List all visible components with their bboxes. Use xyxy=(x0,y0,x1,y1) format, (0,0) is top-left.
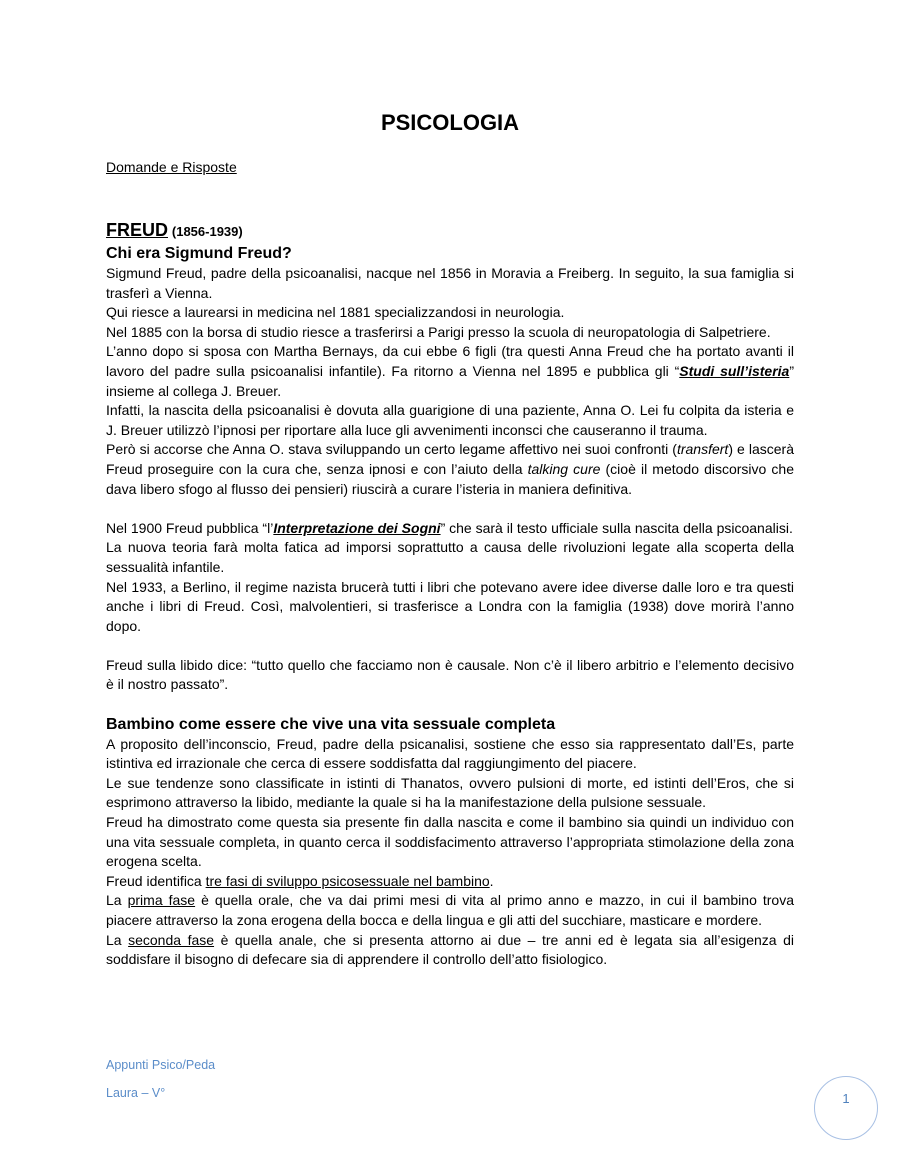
paragraph: Qui riesce a laurearsi in medicina nel 1881 specializzandosi in neurologia. xyxy=(106,304,565,321)
term-talking-cure: talking cure xyxy=(527,460,601,477)
paragraph: Nel 1933, a Berlino, il regime nazista brucerà tutti i libri che potevano avere idee diverse dalle loro e tra questi anche i libri di Freud. Così, malvolentieri, si trasferisce a Londra con la famiglia (1938) dove morirà l’anno dopo. xyxy=(106,578,794,634)
paragraph xyxy=(106,519,794,539)
text-run: . xyxy=(489,872,494,889)
paragraph: Le sue tendenze sono classificate in istinti di Thanatos, ovvero pulsioni di morte, ed istinti dell’Eros, che si esprimono attraverso la libido, mediante la quale si ha la manifestazione della pulsione sessuale. xyxy=(106,774,794,811)
paragraph xyxy=(106,342,794,401)
paragraph xyxy=(106,440,794,499)
paragraph: La nuova teoria farà molta fatica ad imporsi soprattutto a causa delle rivoluzioni legate alla scoperta della sessualità infantile. xyxy=(106,539,794,575)
paragraph: Infatti, la nascita della psicoanalisi è dovuta alla guarigione di una paziente, Anna O. Lei fu colpita da isteria e J. Breuer utilizzò l’ipnosi per riportare alla luce gli avvenimenti inconsci che causeranno il trauma. xyxy=(106,402,794,438)
paragraph: A proposito dell’inconscio, Freud, padre della psicanalisi, sostiene che esso sia rappresentato dall’Es, parte istintiva ed irrazionale che cerca di essere soddisfatta dal raggiungimento del piacere. xyxy=(106,735,794,772)
document-body xyxy=(106,218,794,970)
text-run: La xyxy=(106,931,129,948)
underlined-phrase: tre fasi di sviluppo psicosessuale nel bambino xyxy=(205,872,490,889)
text-run: L’anno dopo si sposa con Martha Bernays, da cui ebbe 6 figli (tra questi Anna Freud che ha portato avanti il lavoro del padre sulla psicoanalisi infantile). Fa ritorno a Vienna nel 1895 e pubblica gli “ xyxy=(106,343,794,379)
text-run: (cioè il metodo discorsivo che dava libero sfogo al flusso dei pensieri) riuscirà a curare l’isteria in maniera definitiva. xyxy=(106,460,794,497)
document-title: PSICOLOGIA xyxy=(380,110,520,135)
text-run: Nel 1900 Freud pubblica “l’ xyxy=(106,519,274,536)
section-heading-freud xyxy=(106,218,794,244)
paragraph-gap xyxy=(106,695,794,715)
text-run: ” che sarà il testo ufficiale sulla nascita della psicoanalisi. xyxy=(440,519,793,536)
paragraph xyxy=(106,872,794,892)
page-number-badge xyxy=(814,1076,878,1140)
paragraph-gap xyxy=(106,636,794,656)
paragraph: Nel 1885 con la borsa di studio riesce a trasferirsi a Parigi presso la scuola di neuropatologia di Salpetriere. xyxy=(106,323,771,340)
book-title-sogni: Interpretazione dei Sogni xyxy=(273,519,441,536)
section-heading-bambino: Bambino come essere che vive una vita sessuale completa xyxy=(106,715,556,733)
text-run: è quella anale, che si presenta attorno ai due – tre anni ed è legata sia all’esigenza di soddisfare il bisogno di defecare sia di apprendere il controllo dell’atto fisiologico. xyxy=(106,931,794,968)
book-title-studi: Studi sull’isteria xyxy=(679,362,790,379)
text-run: ” insieme al collega J. Breuer. xyxy=(106,362,794,399)
paragraph-gap xyxy=(106,499,794,519)
text-run: è quella orale, che va dai primi mesi di vita al primo anno e mazzo, in cui il bambino trova piacere attraverso la zona erogena della bocca e della lingua e gli atti del succhiare, masticare e mordere. xyxy=(106,892,794,928)
text-run: La xyxy=(106,892,128,909)
paragraph: Freud sulla libido dice: “tutto quello che facciamo non è causale. Non c’è il libero arbitrio e l’elemento decisivo è il nostro passato”. xyxy=(106,656,794,693)
page-number: 1 xyxy=(842,1091,850,1106)
term-transfert: transfert xyxy=(676,441,729,458)
freud-heading: FREUD xyxy=(106,220,168,240)
text-run: Però si accorse che Anna O. stava sviluppando un certo legame affettivo nei suoi confronti ( xyxy=(106,441,677,458)
paragraph xyxy=(106,891,794,930)
text-run: ) e lascerà Freud proseguire con la cura che, senza ipnosi e con l’aiuto della xyxy=(106,441,794,477)
underlined-phrase: prima fase xyxy=(127,892,196,909)
paragraph: Sigmund Freud, padre della psicoanalisi, nacque nel 1856 in Moravia a Freiberg. In seguito, la sua famiglia si trasferì a Vienna. xyxy=(106,265,794,301)
footer-note: Appunti Psico/Peda xyxy=(106,1058,216,1072)
paragraph: Freud ha dimostrato come questa sia presente fin dalla nascita e come il bambino sia quindi un individuo con una vita sessuale completa, in quanto cerca il soddisfacimento attraverso l’appropriata stimolazione della zona erogena scelta. xyxy=(106,814,794,870)
question-heading: Chi era Sigmund Freud? xyxy=(106,245,292,262)
freud-years: (1856-1939) xyxy=(171,224,243,239)
document-subtitle: Domande e Risposte xyxy=(106,159,237,175)
text-run: Freud identifica xyxy=(106,872,206,889)
paragraph xyxy=(106,931,794,970)
footer-author: Laura – V° xyxy=(106,1086,166,1100)
underlined-phrase: seconda fase xyxy=(128,931,215,948)
